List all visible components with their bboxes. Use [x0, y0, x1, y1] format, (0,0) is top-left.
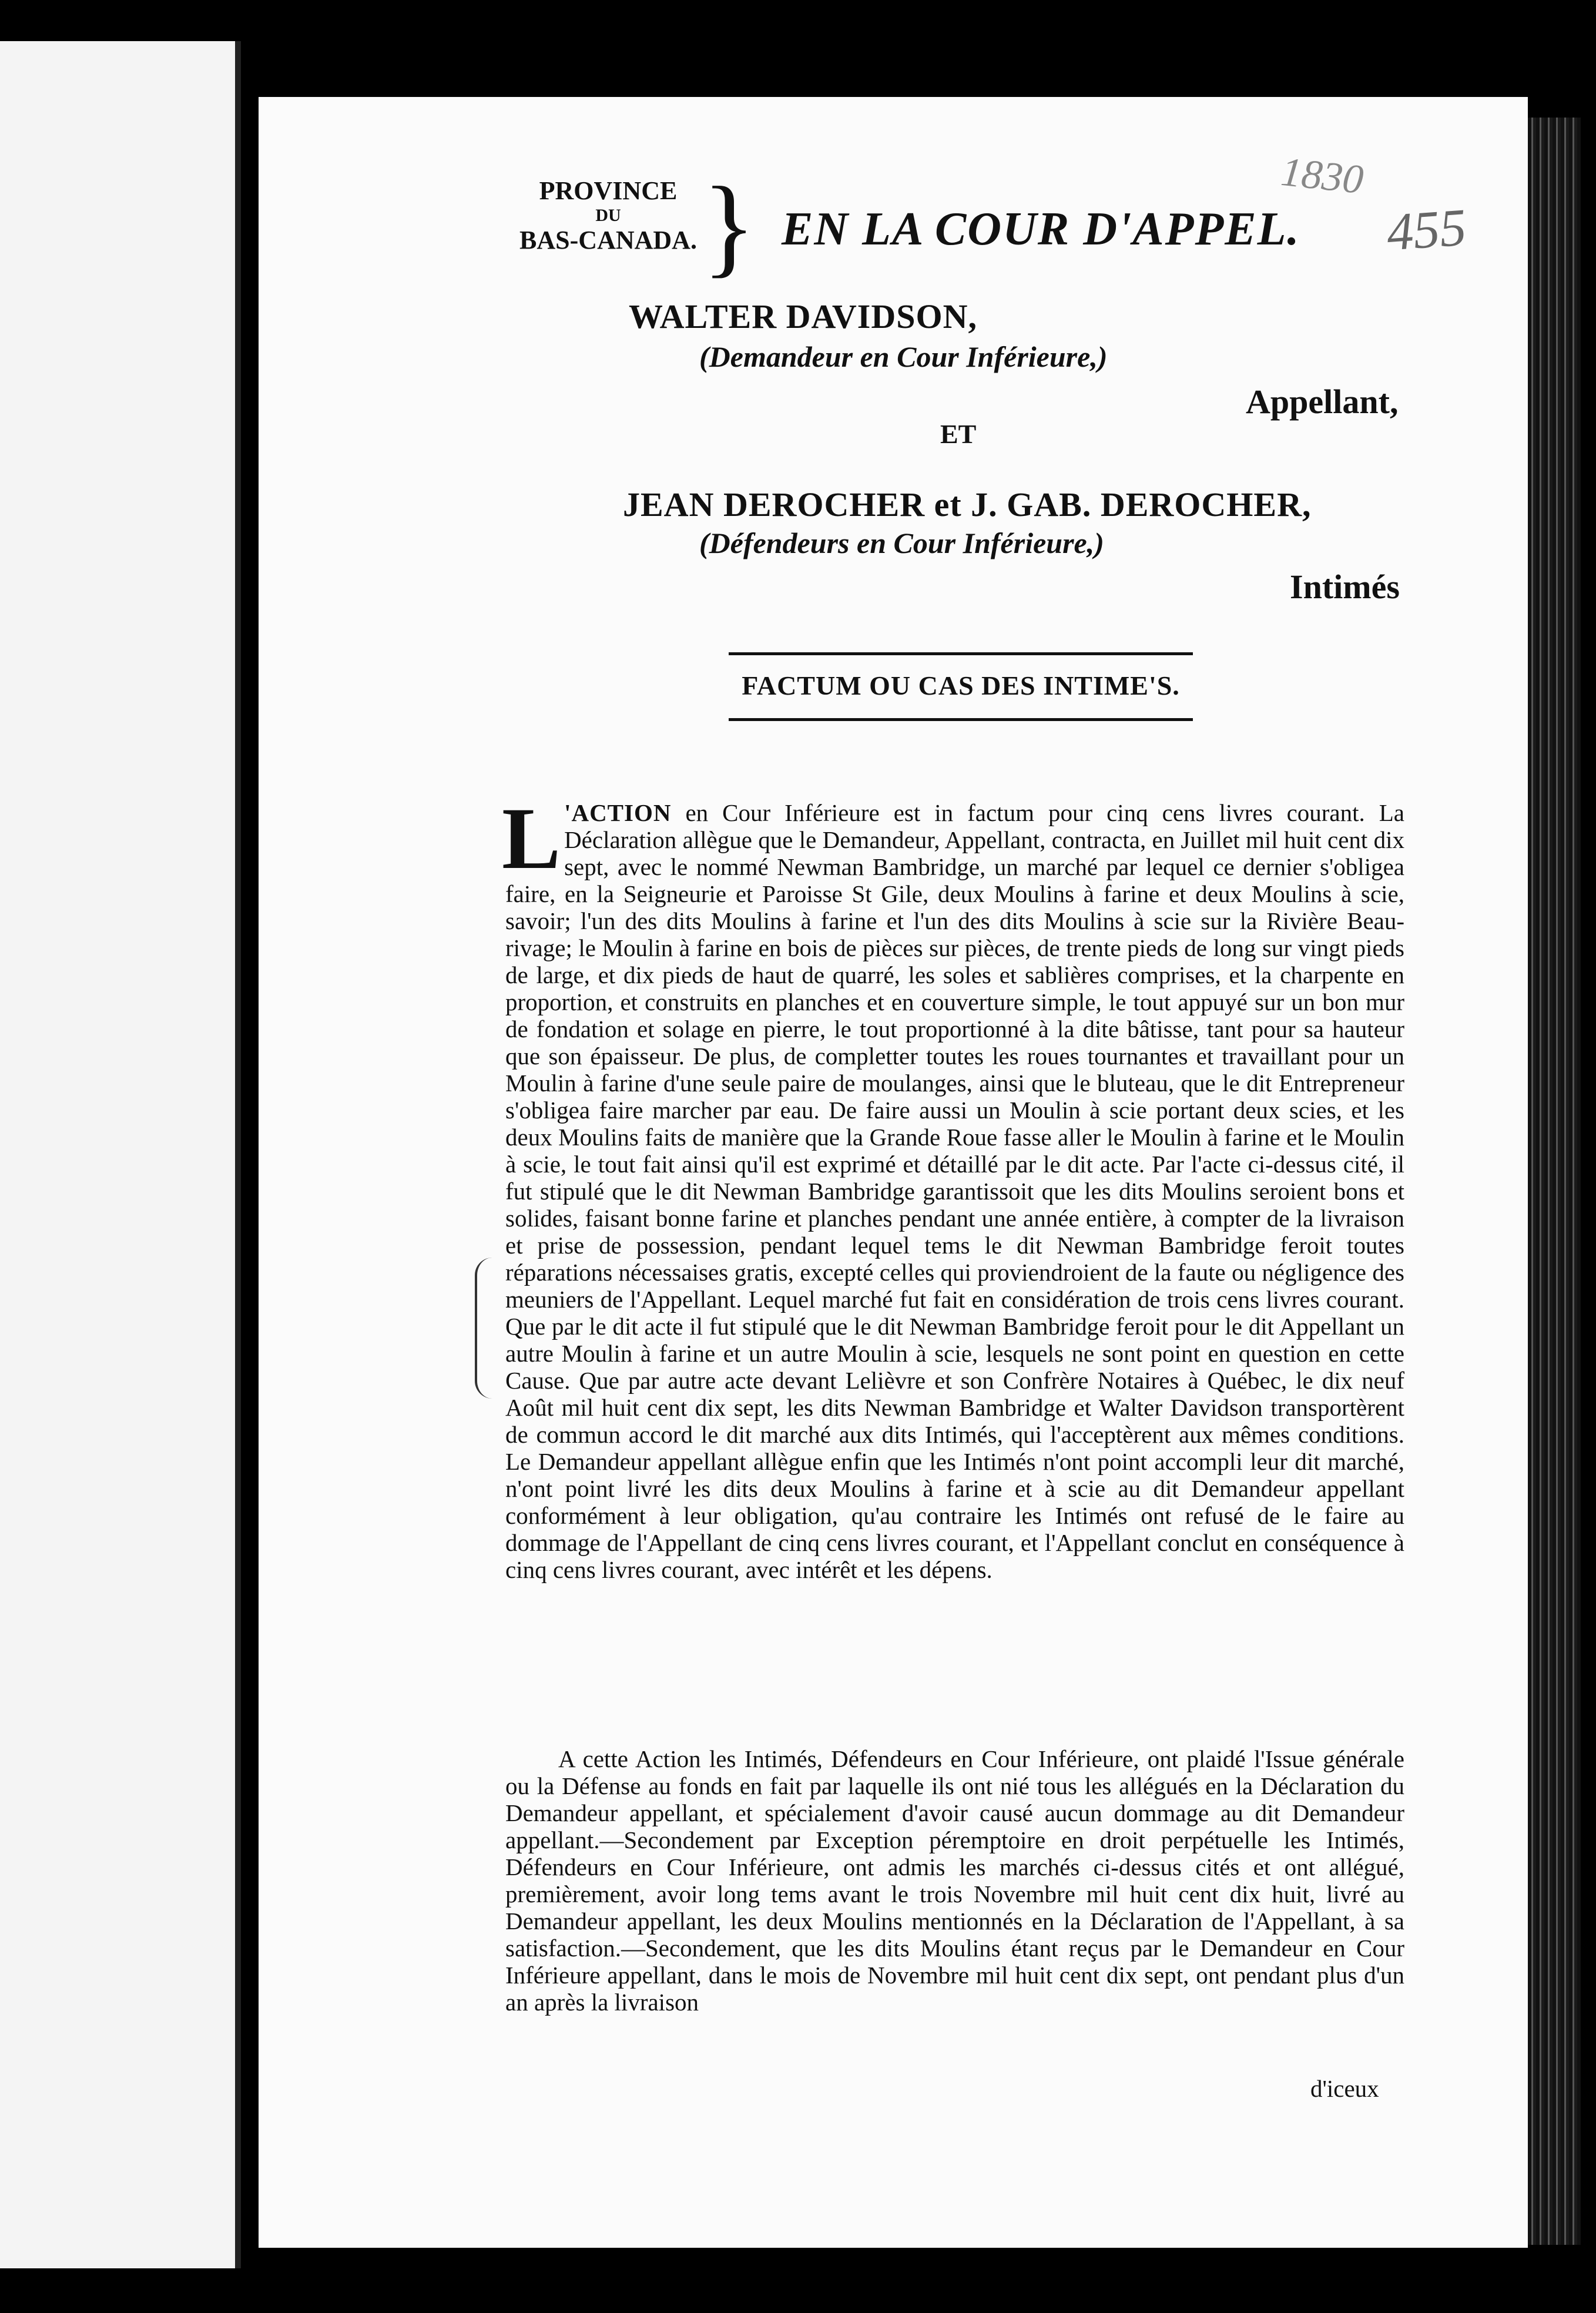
curly-brace: }	[702, 165, 756, 288]
province-line: BAS-CANADA.	[519, 226, 697, 254]
lead-word: 'ACTION	[564, 799, 672, 826]
body-paragraph	[502, 790, 1404, 1583]
court-title: EN LA COUR D'APPEL.	[782, 203, 1300, 255]
paragraph-text: en Cour Inférieure est in factum pour cinq cens livres courant. La Déclaration allègue que le Demandeur, Appellant, contracta, en Juillet mil huit cent dix sept, avec le nommé Newman Bambridge, un marché par lequel ce dernier s'obligea faire, en la Seigneurie et Paroisse St Gile, deux Moulins à farine et deux Moulins à scie, savoir; l'un des dits Moulins à farine et l'un des dits Moulins à scie sur la Rivière Beau-rivage; le Moulin à farine en bois de pièces sur pièces, de trente pieds de long sur vingt pieds de large, et dix pieds de haut de quarré, les soles et sablières comprises, et la charpente en proportion, et construits en planches et en couverture simple, le tout appuyé sur un bon mur de fondation et solage en pierre, le tout proportionné à la dite bâtisse, tant pour sa hauteur que son épaisseur. De plus, de completter toutes les roues tournantes et travaillant pour un Moulin à farine d'une seule paire de moulanges, ainsi que le bluteau, que le dit Entrepreneur s'obligea faire marcher par eau. De faire aussi un Moulin à scie portant deux scies, et les deux Moulins faits de manière que la Grande Roue fasse aller le Moulin à farine et le Moulin à scie, le tout fait ainsi qu'il est exprimé et détaillé par le dit acte. Par l'acte ci-dessus cité, il fut stipulé que le dit Newman Bambridge garantissoit que les dits Moulins seroient bons et solides, faisant bonne farine et planches pendant une année entière, à compter de la livraison et prise de possession, pendant lequel tems le dit Newman Bambridge feroit toutes réparations nécessaises gratis, excepté celles qui proviendroient de la faute ou négligence des meuniers de l'Appellant. Lequel marché fut fait en considération de trois cens livres courant. Que par le dit acte il fut stipulé que le dit Newman Bambridge feroit pour le dit Appellant un autre Moulin à farine et un autre Moulin à scie, lesquels ne sont point en question en cette Cause. Que par autre acte devant Lelièvre et son Confrère Notaires à Québec, le dix neuf Août mil huit cent dix sept, les dits Newman Bambridge et Walter Davidson transportèrent de commun accord le dit marché aux dits Intimés, qui l'acceptèrent aux mêmes conditions. Le Demandeur appellant allègue enfin que les Intimés n'ont point accompli leur dit marché, n'ont point livré les dits deux Moulins à farine et à scie au dit Demandeur appellant conformément à leur obligation, qu'au contraire les Intimés ont refusé de le faire au dommage de l'Appellant de cinq cens livres courant, et l'Appellant conclut en conséquence à cinq cens livres courant, avec intérêt et les dépens.	[505, 799, 1404, 1583]
facing-page	[0, 41, 241, 2268]
catchword: d'iceux	[1310, 2075, 1379, 2102]
province-heading	[511, 176, 705, 255]
body-paragraph	[505, 1745, 1404, 2016]
province-line: PROVINCE	[539, 176, 678, 205]
appellant-name: WALTER DAVIDSON,	[629, 297, 977, 336]
drop-cap: L	[502, 790, 561, 887]
page-edge	[1528, 118, 1581, 2245]
pencil-date-annotation: 1830	[1279, 149, 1366, 203]
conjunction-et: ET	[940, 419, 977, 449]
factum-title: FACTUM OU CAS DES INTIME'S.	[742, 671, 1180, 700]
pencil-page-number: 455	[1384, 198, 1468, 262]
appellant-role: (Demandeur en Cour Inférieure,)	[699, 340, 1108, 373]
respondent-name: JEAN DEROCHER et J. GAB. DEROCHER,	[623, 485, 1312, 524]
divider-rule	[729, 718, 1193, 721]
appellant-label: Appellant,	[1246, 383, 1399, 421]
divider-rule	[729, 652, 1193, 655]
province-line: DU	[595, 206, 621, 225]
respondent-role: (Défendeurs en Cour Inférieure,)	[699, 527, 1104, 559]
margin-bracket-mark	[475, 1258, 495, 1399]
respondent-label: Intimés	[1290, 568, 1400, 606]
paragraph-text: A cette Action les Intimés, Défendeurs en Cour Inférieure, ont plaidé l'Issue générale ou la Défense au fonds en fait par laquelle ils ont nié tous les allégués en la Déclaration du Demandeur appellant, et spécialement d'avoir causé aucun dommage au dit Demandeur appellant.—Secondement par Exception péremptoire en droit perpétuelle les Intimés, Défendeurs en Cour Inférieure, ont admis les marchés ci-dessus cités et ont allégué, premièrement, avoir long tems avant le trois Novembre mil huit cent dix huit, livré au Demandeur appellant, les deux Moulins mentionnés en la Déclaration de l'Appellant, à sa satisfaction.—Secondement, que les dits Moulins étant reçus par le Demandeur en Cour Inférieure appellant, dans le mois de Novembre mil huit cent dix sept, ont pendant plus d'un an après la livraison	[505, 1745, 1404, 2016]
